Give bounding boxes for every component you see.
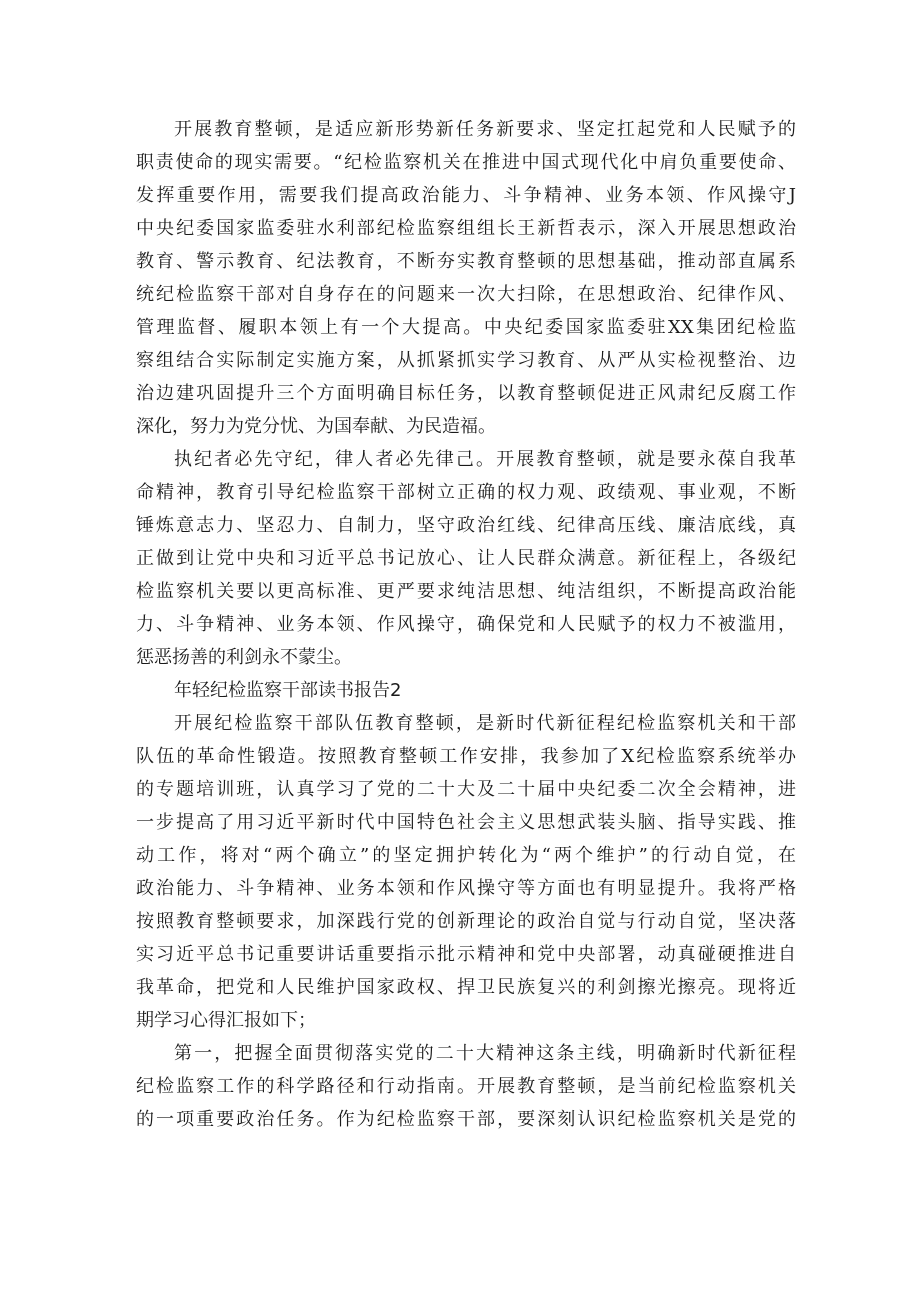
paragraph-line: 期学习心得汇报如下； xyxy=(136,1010,316,1031)
paragraph xyxy=(136,443,796,674)
paragraph-line: 管理监督、履职本领上有一个大提高。中央纪委国家监委驻XX集团纪检监 xyxy=(136,317,796,338)
paragraph-line: 发挥重要作用，需要我们提高政治能力、斗争精神、业务本领、作风操守J xyxy=(136,185,796,206)
paragraph-line: 的专题培训班，认真学习了党的二十大及二十届中央纪委二次全会精神，进 xyxy=(136,779,796,800)
section-heading: 年轻纪检监察干部读书报告2 xyxy=(174,680,402,701)
paragraph-line: 纪检监察工作的科学路径和行动指南。开展教育整顿，是当前纪检监察机关 xyxy=(136,1076,796,1097)
paragraph-line: 统纪检监察干部对自身存在的问题来一次大扫除，在思想政治、纪律作风、 xyxy=(136,284,796,305)
paragraph-line: 正做到让党中央和习近平总书记放心、让人民群众满意。新征程上，各级纪 xyxy=(136,548,796,569)
paragraph-line: 队伍的革命性锻造。按照教育整顿工作安排，我参加了X纪检监察系统举办 xyxy=(136,746,796,767)
paragraph-line: 实习近平总书记重要讲话重要指示批示精神和党中央部署，动真碰硬推进自 xyxy=(136,944,796,965)
paragraph-line: 第一，把握全面贯彻落实党的二十大精神这条主线，明确新时代新征程 xyxy=(174,1043,796,1064)
paragraph-line: 执纪者必先守纪，律人者必先律己。开展教育整顿，就是要永葆自我革 xyxy=(174,449,796,470)
paragraph-line: 惩恶扬善的利剑永不蒙尘。 xyxy=(136,647,352,668)
paragraph xyxy=(136,113,796,443)
paragraph-line: 政治能力、斗争精神、业务本领和作风操守等方面也有明显提升。我将严格 xyxy=(136,878,796,899)
paragraph-line: 开展教育整顿，是适应新形势新任务新要求、坚定扛起党和人民赋予的 xyxy=(174,119,796,140)
document-body xyxy=(136,113,796,1136)
paragraph-line: 中央纪委国家监委驻水利部纪检监察组组长王新哲表示，深入开展思想政治 xyxy=(136,218,796,239)
paragraph-line: 命精神，教育引导纪检监察干部树立正确的权力观、政绩观、事业观，不断 xyxy=(136,482,796,503)
paragraph-line: 力、斗争精神、业务本领、作风操守，确保党和人民赋予的权力不被滥用， xyxy=(136,614,796,635)
paragraph xyxy=(136,707,796,1037)
paragraph-line: 开展纪检监察干部队伍教育整顿，是新时代新征程纪检监察机关和干部 xyxy=(174,713,796,734)
paragraph-line: 我革命，把党和人民维护国家政权、捍卫民族复兴的利剑擦光擦亮。现将近 xyxy=(136,977,796,998)
paragraph-line: 锤炼意志力、坚忍力、自制力，坚守政治红线、纪律高压线、廉洁底线，真 xyxy=(136,515,796,536)
paragraph-line: 的一项重要政治任务。作为纪检监察干部，要深刻认识纪检监察机关是党的 xyxy=(136,1109,796,1130)
paragraph-line: 教育、警示教育、纪法教育，不断夯实教育整顿的思想基础，推动部直属系 xyxy=(136,251,796,272)
paragraph-line: 检监察机关要以更高标准、更严要求纯洁思想、纯洁组织，不断提高政治能 xyxy=(136,581,796,602)
paragraph xyxy=(136,1037,796,1136)
paragraph-line: 动工作，将对“两个确立”的坚定拥护转化为“两个维护”的行动自觉，在 xyxy=(136,845,796,866)
paragraph-line: 职责使命的现实需要。“纪检监察机关在推进中国式现代化中肩负重要使命、 xyxy=(136,152,796,173)
paragraph-line: 一步提高了用习近平新时代中国特色社会主义思想武装头脑、指导实践、推 xyxy=(136,812,796,833)
paragraph-line: 治边建巩固提升三个方面明确目标任务，以教育整顿促进正风肃纪反腐工作 xyxy=(136,383,796,404)
paragraph-line: 深化，努力为党分忧、为国奉献、为民造福。 xyxy=(136,416,496,437)
paragraph-line: 按照教育整顿要求，加深践行党的创新理论的政治自觉与行动自觉，坚决落 xyxy=(136,911,796,932)
paragraph-line: 察组结合实际制定实施方案，从抓紧抓实学习教育、从严从实检视整治、边 xyxy=(136,350,796,371)
